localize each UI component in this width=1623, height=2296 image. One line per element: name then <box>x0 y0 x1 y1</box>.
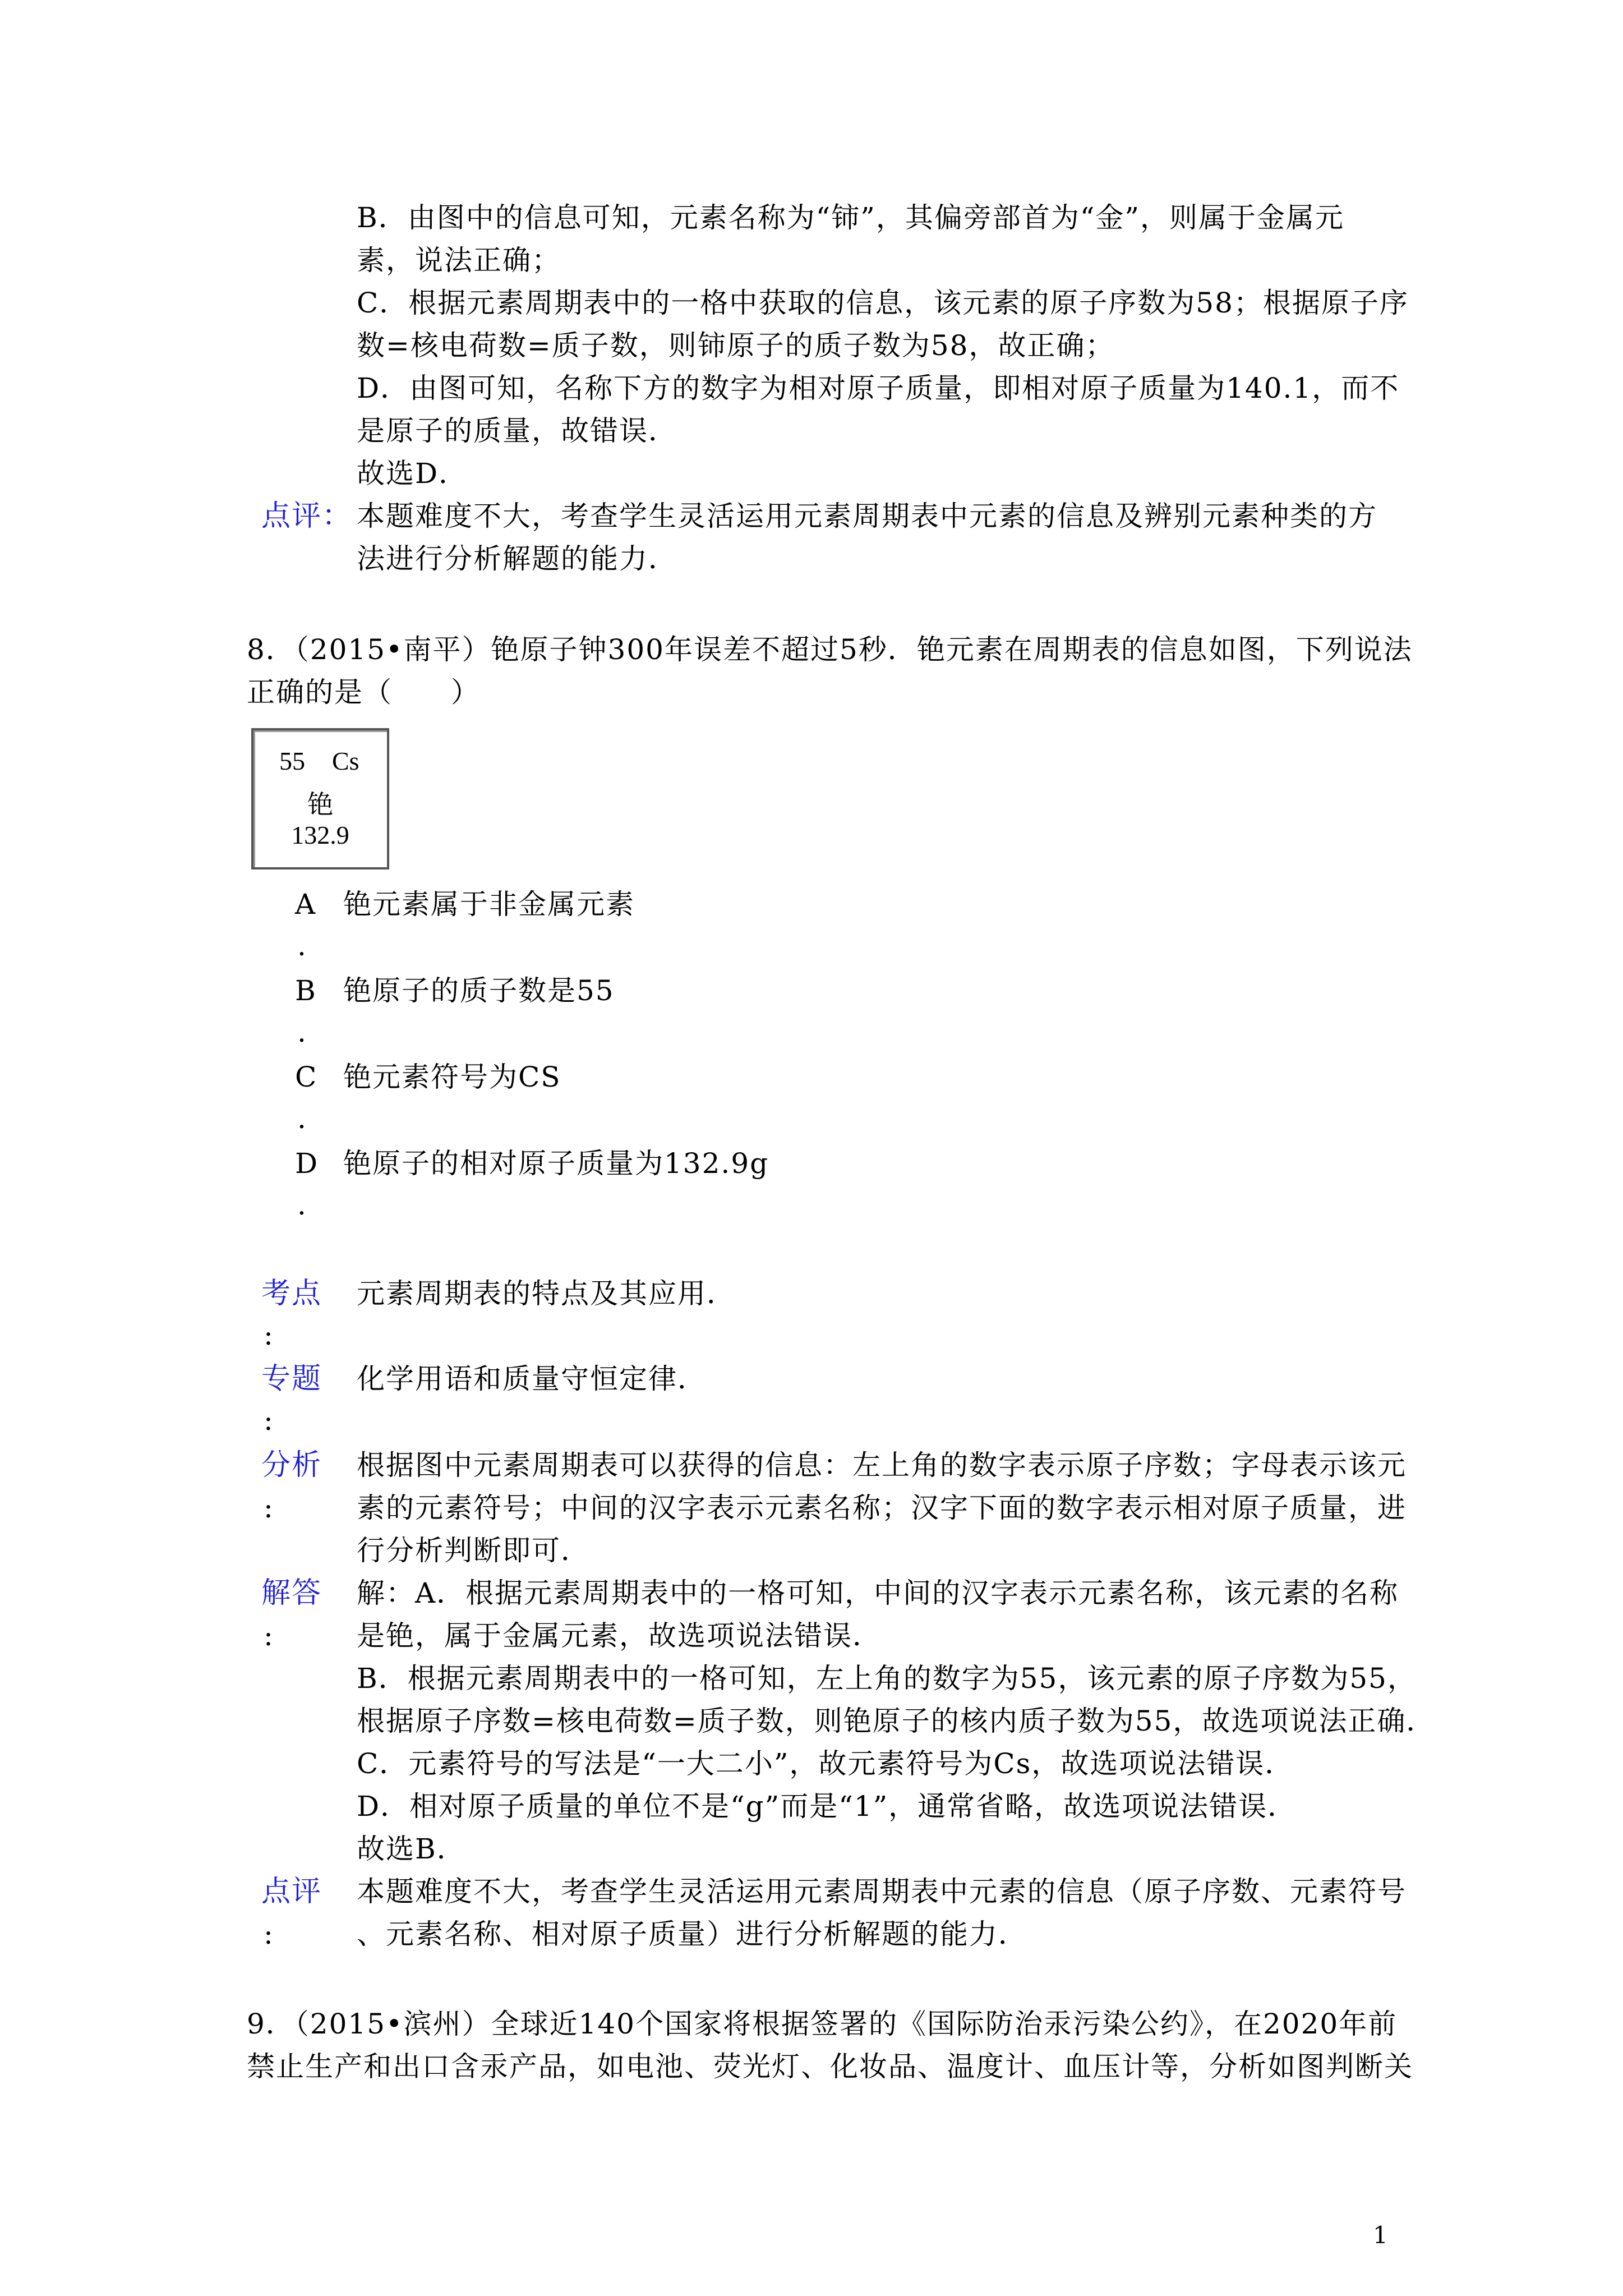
kaodian-text: 元素周期表的特点及其应用． <box>357 1277 736 1310</box>
option-d-letter: D <box>295 1147 318 1180</box>
zhuanti-text: 化学用语和质量守恒定律． <box>357 1363 707 1395</box>
zhuanti-label: 专题 <box>261 1362 322 1396</box>
prev-d-line1: D．由图可知，名称下方的数字为相对原子质量，即相对原子质量为140.1，而不 <box>357 372 1400 404</box>
prev-c-line1: C．根据元素周期表中的一格中获取的信息，该元素的原子序数为58；根据原子序 <box>357 287 1409 319</box>
option-b-letter: B <box>295 974 316 1007</box>
kaodian-colon: : <box>264 1319 273 1351</box>
option-c-letter: C <box>295 1061 317 1093</box>
element-cell-figure <box>251 728 389 869</box>
dianping-colon: : <box>264 1918 273 1950</box>
prev-comment-line2: 法进行分析解题的能力． <box>357 542 677 575</box>
fenxi-line3: 行分析判断即可． <box>357 1534 590 1567</box>
prev-comment-line1: 本题难度不大，考查学生灵活运用元素周期表中元素的信息及辨别元素种类的方 <box>357 500 1377 532</box>
fenxi-line2: 素的元素符号；中间的汉字表示元素名称；汉字下面的数字表示相对原子质量，进 <box>357 1492 1407 1524</box>
jieda-line7: 故选B． <box>357 1833 466 1865</box>
dianping-line1: 本题难度不大，考查学生灵活运用元素周期表中元素的信息（原子序数、元素符号 <box>357 1875 1407 1908</box>
element-mass: 132.9 <box>291 821 349 849</box>
prev-comment-label: 点评： <box>261 499 353 533</box>
option-a-dot: . <box>297 930 306 962</box>
option-c-text: 铯元素符号为CS <box>343 1061 561 1093</box>
option-d-text: 铯原子的相对原子质量为132.9g <box>343 1147 769 1180</box>
jieda-line5: C．元素符号的写法是“一大二小”，故元素符号为Cs，故选项说法错误． <box>357 1747 1294 1780</box>
fenxi-colon: : <box>264 1492 273 1524</box>
element-atomic-number: 55 <box>279 747 305 775</box>
q8-stem-line1: 8．（2015•南平）铯原子钟300年误差不超过5秒．铯元素在周期表的信息如图，下列说法 <box>247 633 1413 666</box>
prev-d-line2: 是原子的质量，故错误． <box>357 415 677 447</box>
jieda-line2: 是铯，属于金属元素，故选项说法错误． <box>357 1619 882 1652</box>
dianping-label: 点评 <box>261 1875 322 1908</box>
page-number: 1 <box>1373 2221 1388 2249</box>
q9-stem-line1: 9．（2015•滨州）全球近140个国家将根据签署的《国际防治汞污染公约》，在2020年前 <box>247 2008 1398 2040</box>
option-a-letter: A <box>295 888 316 921</box>
jieda-line4: 根据原子序数=核电荷数=质子数，则铯原子的核内质子数为55，故选项说法正确． <box>357 1705 1436 1737</box>
jieda-colon: : <box>264 1619 273 1652</box>
option-c-dot: . <box>297 1102 306 1135</box>
q9-stem-line2: 禁止生产和出口含汞产品，如电池、荧光灯、化妆品、温度计、血压计等，分析如图判断关 <box>247 2050 1413 2083</box>
jieda-line1: 解：A．根据元素周期表中的一格可知，中间的汉字表示元素名称，该元素的名称 <box>357 1577 1399 1609</box>
prev-answer: 故选D． <box>357 457 468 490</box>
prev-b-line1: B．由图中的信息可知，元素名称为“铈”，其偏旁部首为“金”，则属于金属元 <box>357 201 1344 234</box>
jieda-label: 解答 <box>261 1576 322 1610</box>
jieda-line3: B．根据元素周期表中的一格可知，左上角的数字为55，该元素的原子序数为55， <box>357 1662 1417 1695</box>
fenxi-line1: 根据图中元素周期表可以获得的信息：左上角的数字表示原子序数；字母表示该元 <box>357 1449 1407 1481</box>
option-b-text: 铯原子的质子数是55 <box>343 974 615 1007</box>
q8-stem-line2: 正确的是（ ） <box>247 676 480 708</box>
prev-c-line2: 数=核电荷数=质子数，则铈原子的质子数为58，故正确； <box>357 329 1115 362</box>
fenxi-label: 分析 <box>261 1448 322 1482</box>
element-name: 铯 <box>307 789 333 820</box>
option-b-dot: . <box>297 1016 306 1048</box>
option-a-text: 铯元素属于非金属元素 <box>343 888 635 921</box>
prev-b-line2: 素，说法正确； <box>357 244 561 277</box>
jieda-line6: D．相对原子质量的单位不是“g”而是“1”，通常省略，故选项说法错误． <box>357 1790 1297 1823</box>
option-d-dot: . <box>297 1189 306 1221</box>
dianping-line2: 、元素名称、相对原子质量）进行分析解题的能力． <box>357 1918 1027 1950</box>
element-symbol: Cs <box>332 747 359 775</box>
zhuanti-colon: : <box>264 1404 273 1437</box>
kaodian-label: 考点 <box>261 1277 322 1310</box>
